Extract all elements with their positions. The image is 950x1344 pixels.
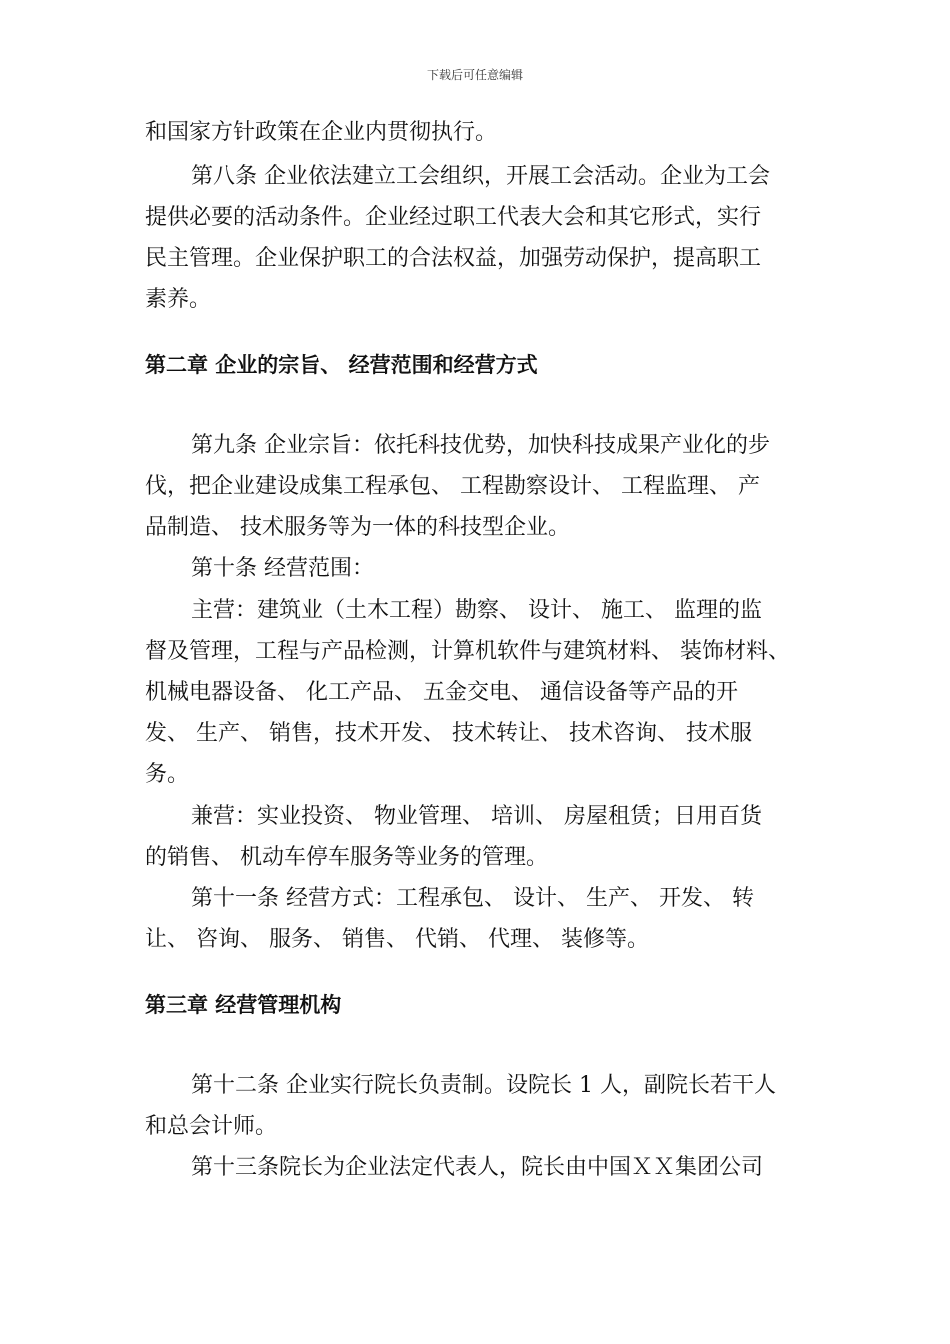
side-business-line: 兼营：实业投资、 物业管理、 培训、 房屋租赁；日用百货	[191, 804, 762, 829]
main-business-line: 督及管理，工程与产品检测，计算机软件与建筑材料、 装饰材料、	[145, 639, 790, 664]
article-11-line: 第十一条 经营方式：工程承包、 设计、 生产、 开发、 转	[191, 886, 754, 911]
article-8-line: 第八条 企业依法建立工会组织，开展工会活动。企业为工会	[191, 164, 770, 189]
article-12-line: 第十二条 企业实行院长负责制。设院长 1 人，副院长若干人	[191, 1073, 776, 1098]
main-business-line: 机械电器设备、 化工产品、 五金交电、 通信设备等产品的开	[145, 680, 738, 705]
article-9-line: 第九条 企业宗旨：依托科技优势，加快科技成果产业化的步	[191, 433, 770, 458]
chapter-2-heading: 第二章 企业的宗旨、 经营范围和经营方式	[145, 353, 538, 377]
article-8-line: 民主管理。企业保护职工的合法权益，加强劳动保护，提高职工	[145, 246, 762, 271]
article-12-line: 和总会计师。	[145, 1114, 278, 1139]
chapter-3-heading: 第三章 经营管理机构	[145, 993, 342, 1017]
main-business-line: 发、 生产、 销售，技术开发、 技术转让、 技术咨询、 技术服	[145, 721, 752, 746]
page-header-note: 下载后可任意编辑	[426, 68, 523, 82]
article-9-line: 品制造、 技术服务等为一体的科技型企业。	[145, 515, 570, 540]
side-business-line: 的销售、 机动车停车服务等业务的管理。	[145, 845, 548, 870]
article-8-line: 素养。	[145, 287, 212, 312]
article-9-line: 伐，把企业建设成集工程承包、 工程勘察设计、 工程监理、 产	[145, 474, 760, 499]
main-business-line: 务。	[145, 762, 190, 787]
paragraph-line: 和国家方针政策在企业内贯彻执行。	[145, 120, 498, 145]
article-11-line: 让、 咨询、 服务、 销售、 代销、 代理、 装修等。	[145, 927, 649, 952]
article-8-line: 提供必要的活动条件。企业经过职工代表大会和其它形式，实行	[145, 205, 762, 230]
article-13-line: 第十三条院长为企业法定代表人，院长由中国ＸＸ集团公司	[191, 1155, 764, 1180]
main-business-line: 主营：建筑业（土木工程）勘察、 设计、 施工、 监理的监	[191, 598, 762, 623]
article-10-line: 第十条 经营范围：	[191, 556, 374, 581]
